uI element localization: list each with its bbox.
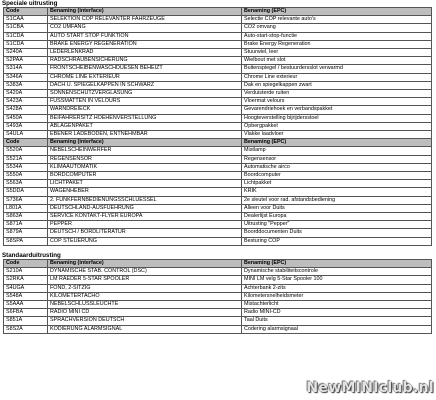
cell-interface: LICHTPAKET [48,180,242,188]
cell-code: S520A [4,147,48,155]
table-row [4,24,432,32]
table-row [4,122,432,130]
cell-code: S563A [4,180,48,188]
cell-epc: 2e sleutel voor rad. afstandsbediening [242,196,432,204]
cell-epc: Mistlamp [242,147,432,155]
cell-epc: Mistachterlicht [242,300,432,308]
cell-epc: Kilometersnelheidsmeter [242,292,432,300]
cell-epc: Radio MINI-CD [242,309,432,317]
table-row [4,172,432,180]
cell-code: S423A [4,98,48,106]
table-row [4,57,432,65]
cell-interface: RADIO MINI CD [48,309,242,317]
cell-epc: Alleen voor Duits [242,204,432,212]
cell-interface: SPRACHVERSION DEUTSCH [48,317,242,325]
table-row [4,300,432,308]
cell-code: S879A [4,229,48,237]
table-row [4,196,432,204]
cell-code: S548A [4,292,48,300]
table-row [4,325,432,333]
cell-epc: Taal Duits [242,317,432,325]
table-row [4,98,432,106]
cell-epc: Verduisterde ruiten [242,90,432,98]
cell-code: S4ULA [4,131,48,139]
cell-code: S550A [4,172,48,180]
cell-epc: Dealerlijst Europa [242,213,432,221]
cell-interface: CO2 UMFANG [48,24,242,32]
table-row [4,163,432,171]
cell-epc: Achterbank 2-zits [242,284,432,292]
header-epc: Benaming (EPC) [242,259,432,267]
table-header-row [4,139,432,147]
cell-interface: RADSCHRAUBENSICHERUNG [48,57,242,65]
table-header-row [4,259,432,267]
table-row [4,32,432,40]
cell-interface: LM RAEDER 5-STAR SPOOLER [48,276,242,284]
cell-epc: Vloermat velours [242,98,432,106]
cell-code: S5DDA [4,188,48,196]
table-header-row [4,8,432,16]
cell-interface: CHROME LINE EXTERIEUR [48,73,242,81]
cell-interface: KILOMETERTACHO [48,292,242,300]
table-row [4,106,432,114]
equipment-table [3,259,432,334]
cell-interface: SONNENSCHUTZVERGLASUNG [48,90,242,98]
cell-epc: Regensensor [242,155,432,163]
table-row [4,221,432,229]
cell-code: S383A [4,81,48,89]
cell-interface: COP STEUERUNG [48,237,242,245]
cell-code: S534A [4,163,48,171]
cell-code: S1CDA [4,40,48,48]
table-row [4,317,432,325]
table-row [4,292,432,300]
cell-interface: FOND, 2-SITZIG [48,284,242,292]
cell-interface: 2. FUNKFERNBEDIENUNGSSCHLUESSEL [48,196,242,204]
table-row [4,284,432,292]
cell-code: S2RKA [4,276,48,284]
header-code: Code [4,259,48,267]
cell-epc: Boordcomputer [242,172,432,180]
cell-code: S346A [4,73,48,81]
table-row [4,40,432,48]
cell-epc: Vlakke laadvloer [242,131,432,139]
cell-code: S521A [4,155,48,163]
cell-code: S210A [4,268,48,276]
cell-code: S6FBA [4,309,48,317]
cell-epc: Chrome Line exterieur [242,73,432,81]
cell-interface: ABLAGENPAKET [48,122,242,130]
cell-interface: PEPPER [48,221,242,229]
cell-epc: Stuurwiel, leer [242,49,432,57]
table-row [4,213,432,221]
header-interface: Benaming (interface) [48,139,242,147]
cell-interface: DYNAMISCHE STAB. CONTROL (DSC) [48,268,242,276]
cell-epc: Wielbout met slot [242,57,432,65]
table-row [4,16,432,24]
cell-code: S851A [4,317,48,325]
cell-epc: Buitenspiegel / bestuurdersslot verwarmd [242,65,432,73]
cell-interface: LEDERLENKRAD [48,49,242,57]
table-row [4,81,432,89]
cell-code: S871A [4,221,48,229]
cell-epc: Gevarendriehoek en verbandspakket [242,106,432,114]
table-row [4,90,432,98]
cell-epc: Lichtpakket [242,180,432,188]
cell-epc: MINI LM velg 5-Star Spooler 100 [242,276,432,284]
table-row [4,155,432,163]
cell-epc: Automatische airco [242,163,432,171]
cell-interface: NEBELSCHEINWERFER [48,147,242,155]
cell-interface: AUTO START STOP FUNKTION [48,32,242,40]
table-row [4,229,432,237]
cell-epc: Dynamische stabiliteitscontrole [242,268,432,276]
cell-interface: SELEKTION COP RELEVANTER FAHRZEUGE [48,16,242,24]
cell-epc: Codering alarmsignaal [242,325,432,333]
cell-epc: Dak en spiegelkappen zwart [242,81,432,89]
table-row [4,131,432,139]
cell-interface: BEIFAHRERSITZ HOEHENVERSTELLUNG [48,114,242,122]
table-row [4,180,432,188]
cell-interface: FRONTSCHEIBENWASCHDUESEN BEHEIZT [48,65,242,73]
cell-code: S450A [4,114,48,122]
watermark-logo: NewMINIclub.nl [306,380,434,396]
section-title: Speciale uitrusting [2,0,58,7]
cell-code: S428A [4,106,48,114]
cell-code: S420A [4,90,48,98]
table-row [4,276,432,284]
cell-code: S1CAA [4,16,48,24]
cell-code: S1CBA [4,24,48,32]
cell-code: S736A [4,196,48,204]
cell-interface: BORDCOMPUTER [48,172,242,180]
header-epc: Benaming (EPC) [242,8,432,16]
cell-interface: WAGENHEBER [48,188,242,196]
table-row [4,309,432,317]
cell-interface: DACH U. SPIEGELKAPPEN IN SCHWARZ [48,81,242,89]
cell-code: S4UGA [4,284,48,292]
cell-epc: Auto-start-stop-functie [242,32,432,40]
cell-interface: WARNDREIECK [48,106,242,114]
section-title: Standaarduitrusting [2,251,61,259]
cell-epc: Opbergpakket [242,122,432,130]
cell-code: S493A [4,122,48,130]
cell-epc: Besturing COP [242,237,432,245]
table-row [4,147,432,155]
cell-code: L801A [4,204,48,212]
table-row [4,65,432,73]
cell-interface: FUSSMATTEN IN VELOURS [48,98,242,106]
cell-interface: REGENSENSOR [48,155,242,163]
cell-code: S2PAA [4,57,48,65]
cell-code: S8SPA [4,237,48,245]
header-code: Code [4,8,48,16]
cell-epc: CO2 omvang [242,24,432,32]
cell-interface: NEBELSCHLUSSLEUCHTE [48,300,242,308]
cell-code: S240A [4,49,48,57]
cell-interface: BRAKE ENERGY REGENERATION [48,40,242,48]
table-row [4,49,432,57]
header-code: Code [4,139,48,147]
cell-code: S1CDA [4,32,48,40]
table-row [4,237,432,245]
cell-interface: DEUTSCHLAND-AUSFUEHRUNG [48,204,242,212]
equipment-table [3,7,432,246]
cell-epc: Selectie COP relevante auto's [242,16,432,24]
cell-epc: Brake Energy Regeneration [242,40,432,48]
cell-epc: KRIK [242,188,432,196]
cell-epc: Uitrusting "Pepper" [242,221,432,229]
header-interface: Benaming (interface) [48,259,242,267]
header-epc: Benaming (EPC) [242,139,432,147]
cell-interface: SERVICE KONTAKT-FLYER EUROPA [48,213,242,221]
table-row [4,204,432,212]
cell-interface: EBENER LADEBODEN, ENTNEHMBAR [48,131,242,139]
header-interface: Benaming (interface) [48,8,242,16]
cell-code: S863A [4,213,48,221]
cell-interface: KODIERUNG ALARMSIGNAL [48,325,242,333]
table-row [4,73,432,81]
cell-epc: Hoogteverstelling bijrijdersstoel [242,114,432,122]
cell-epc: Boorddocumenten Duits [242,229,432,237]
table-row [4,268,432,276]
cell-interface: DEUTSCH / BORDLITERATUR [48,229,242,237]
cell-code: S314A [4,65,48,73]
table-row [4,188,432,196]
cell-interface: KLIMAAUTOMATIK [48,163,242,171]
table-row [4,114,432,122]
cell-code: S5AAA [4,300,48,308]
cell-code: S8S2A [4,325,48,333]
